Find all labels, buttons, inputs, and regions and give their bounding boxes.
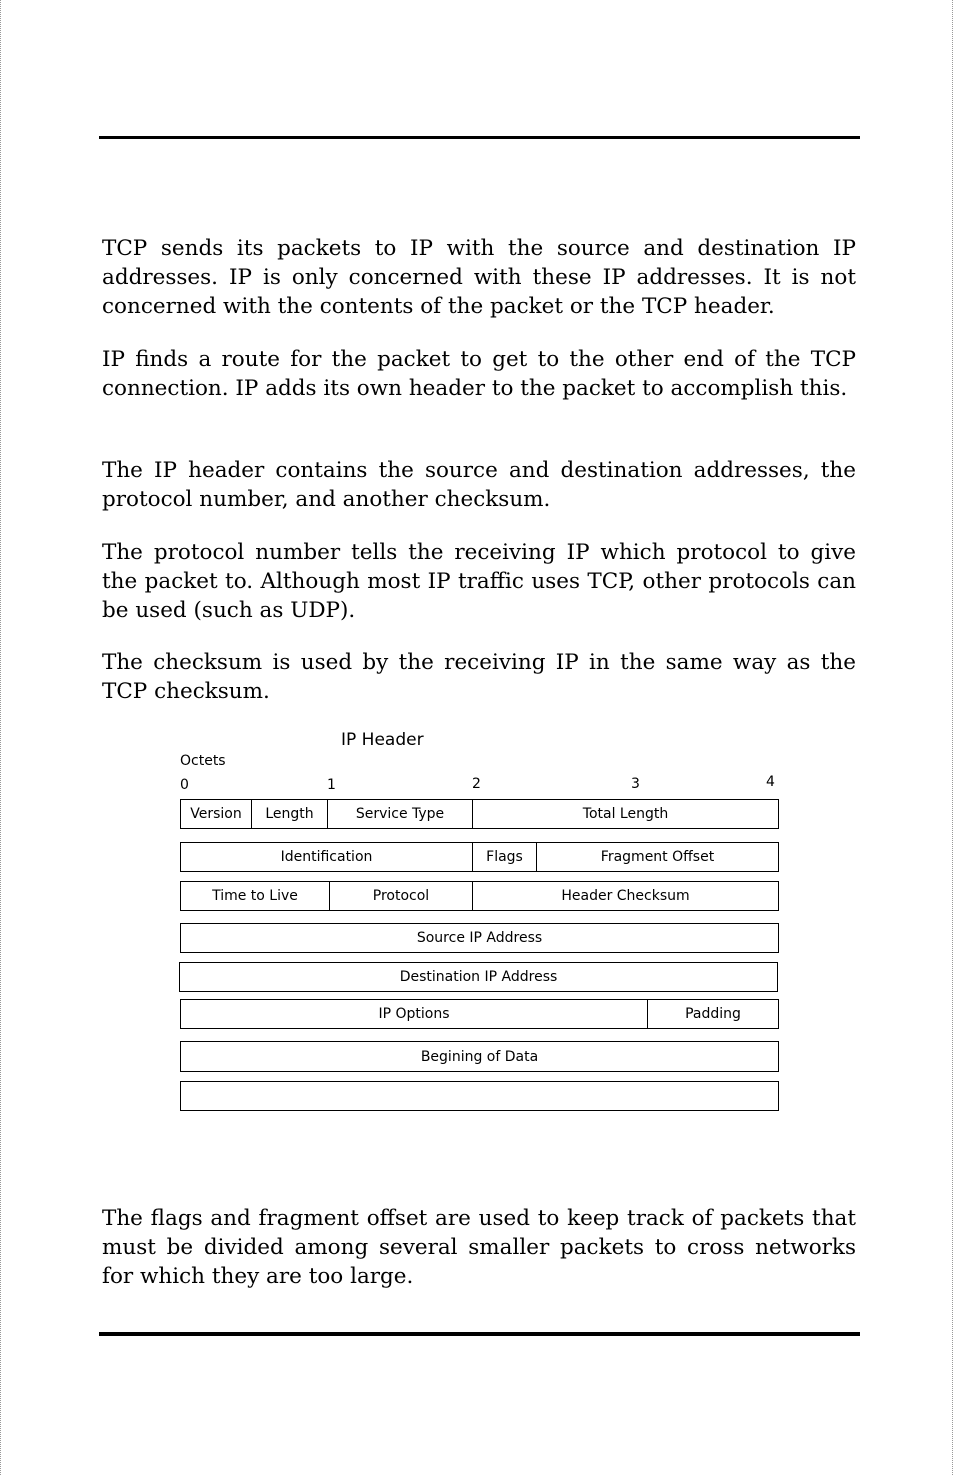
header-row-options bbox=[180, 999, 779, 1029]
field-destination-ip-address: Destination IP Address bbox=[399, 969, 558, 985]
paragraph-ip-route: IP finds a route for the packet to get to the other end of the TCP connection. IP adds its own header to the packet to accomplish this. bbox=[102, 347, 856, 401]
header-row-destination bbox=[179, 962, 778, 992]
field-flags: Flags bbox=[472, 843, 536, 871]
field-total-length: Total Length bbox=[472, 800, 778, 828]
paragraph-flags-fragment: The flags and fragment offset are used to keep track of packets that must be divided among several smaller packets to cross networks for which they are too large. bbox=[102, 1206, 856, 1289]
header-row-empty bbox=[180, 1081, 779, 1111]
field-protocol: Protocol bbox=[329, 882, 472, 910]
octet-mark: 3 bbox=[631, 776, 640, 792]
header-row-identification bbox=[180, 842, 779, 872]
field-identification: Identification bbox=[280, 849, 373, 865]
octet-mark: 2 bbox=[472, 776, 481, 792]
paragraph-tcp-sends: TCP sends its packets to IP with the source and destination IP addresses. IP is only concerned with these IP addresses. It is not concerned with the contents of the packet or the TCP header. bbox=[102, 236, 856, 319]
paragraph-checksum: The checksum is used by the receiving IP in the same way as the TCP checksum. bbox=[102, 650, 856, 704]
field-source-ip-address: Source IP Address bbox=[416, 930, 543, 946]
header-row-ttl bbox=[180, 881, 779, 911]
field-length: Length bbox=[251, 800, 327, 828]
header-row-source bbox=[180, 923, 779, 953]
paragraph-protocol-number: The protocol number tells the receiving IP which protocol to give the packet to. Although most IP traffic uses TCP, other protocols can be used (such as UDP). bbox=[102, 540, 856, 623]
diagram-title: IP Header bbox=[341, 730, 424, 750]
octet-mark: 4 bbox=[766, 774, 775, 790]
octet-mark: 0 bbox=[180, 777, 189, 793]
field-padding: Padding bbox=[647, 1000, 778, 1028]
header-row-version bbox=[180, 799, 779, 829]
octets-label: Octets bbox=[180, 753, 226, 769]
field-version: Version bbox=[190, 806, 242, 822]
field-ip-options: IP Options bbox=[378, 1006, 450, 1022]
field-time-to-live: Time to Live bbox=[212, 888, 298, 904]
field-beginning-of-data: Begining of Data bbox=[420, 1048, 539, 1065]
field-service-type: Service Type bbox=[327, 800, 472, 828]
field-header-checksum: Header Checksum bbox=[472, 882, 778, 910]
field-empty bbox=[181, 1082, 778, 1110]
octet-mark: 1 bbox=[327, 777, 336, 793]
field-fragment-offset: Fragment Offset bbox=[536, 843, 778, 871]
header-row-data bbox=[180, 1041, 779, 1072]
footer-rule bbox=[99, 1332, 860, 1336]
paragraph-ip-header-contents: The IP header contains the source and destination addresses, the protocol number, and another checksum. bbox=[102, 458, 856, 512]
